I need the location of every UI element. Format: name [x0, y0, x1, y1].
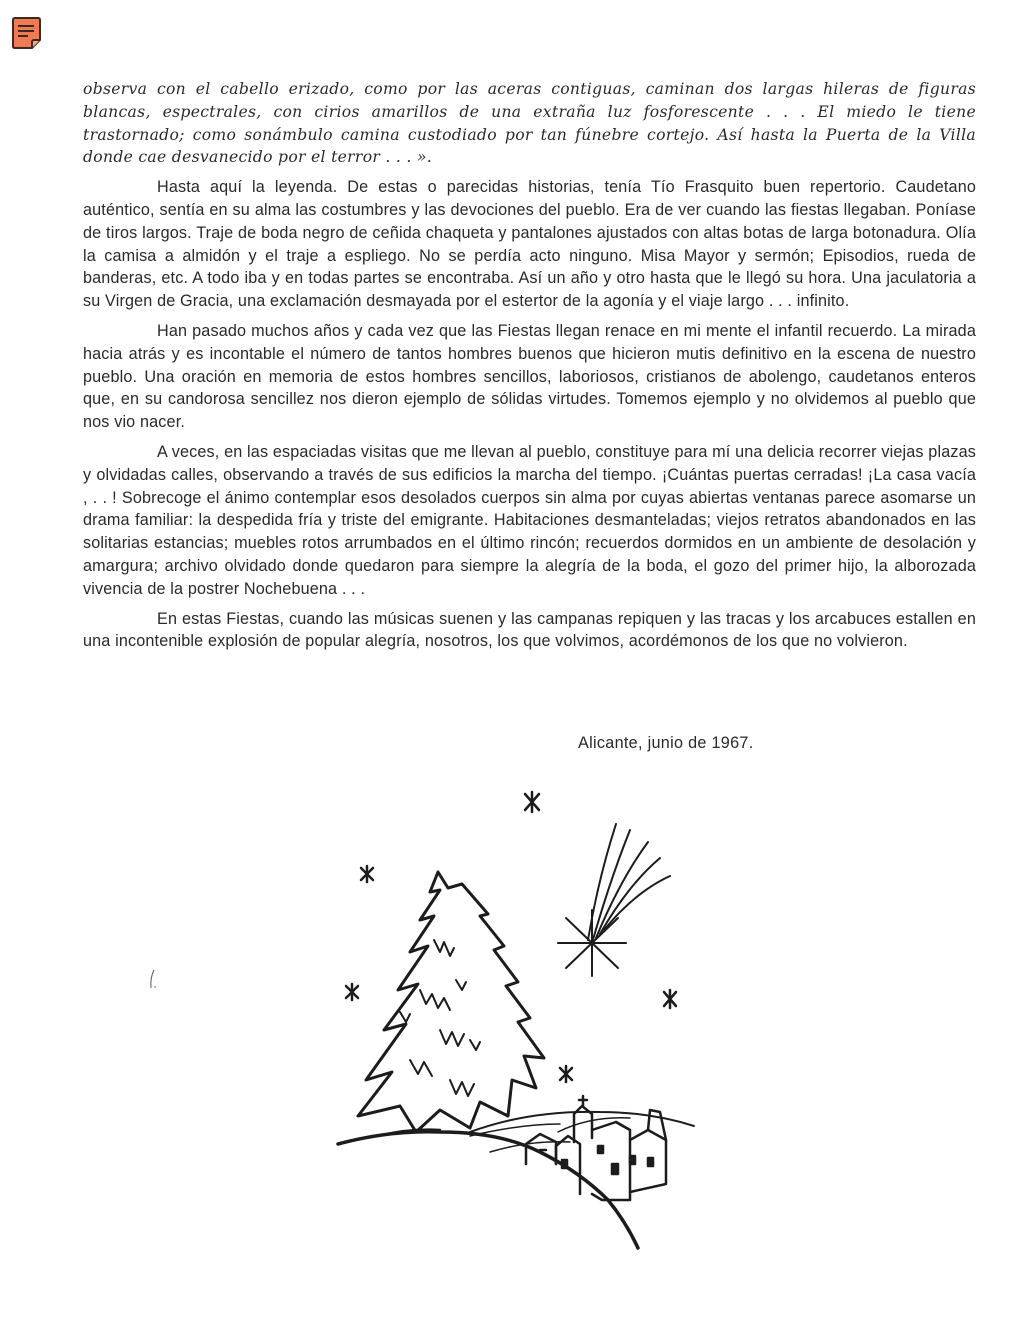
document-note-icon[interactable]	[12, 16, 42, 50]
article-body	[83, 78, 976, 660]
signature-line: Alicante, junio de 1967.	[578, 734, 754, 752]
shooting-star-icon	[558, 824, 670, 976]
body-paragraph: Han pasado muchos años y cada vez que las Fiestas llegan renace en mi mente el infantil recuerdo. La mirada hacia atrás y es incontable el número de tantos hombres buenos que hicieron mutis definitivo en la escena de nuestro pueblo. Una oración en memoria de estos hombres sencillos, laboriosos, cristianos de abolengo, caudetanos enteros que, en su candorosa sencillez nos dieron ejemplo de sólidas virtudes. Tomemos ejemplo y no olvidemos al pueblo que nos vio nacer.	[83, 321, 976, 432]
body-paragraph: Hasta aquí la leyenda. De estas o parecidas historias, tenía Tío Frasquito buen repertorio. Caudetano auténtico, sentía en su alma las costumbres y las devociones del pueblo. Era de ver cuando las fiestas llegaban. Poníase de tiros largos. Traje de boda negro de ceñida chaqueta y pantalones ajustados con altas botas de larga botonadura. Olía la camisa a almidón y el traje a espliego. No se perdía acto ninguno. Misa Mayor y sermón; Episodios, rueda de banderas, etc. A todo iba y en todas partes se encontraba. Así un año y otro hasta que le llegó su hora. Una jaculatoria a su Virgen de Gracia, una exclamación desmayada por el estertor de la agonía y el viaje largo . . . infinito.	[83, 178, 976, 311]
star-icon	[664, 990, 676, 1008]
snowy-hills	[338, 1112, 694, 1248]
star-icon	[361, 866, 373, 882]
star-icon	[560, 1066, 572, 1082]
body-paragraph: En estas Fiestas, cuando las músicas suenen y las campanas repiquen y las tracas y los arcabuces estallen en una incontenible explosión de popular alegría, nosotros, los que volvimos, acordémonos de los que no volvieron.	[83, 609, 976, 651]
body-paragraph: A veces, en las espaciadas visitas que me llevan al pueblo, constituye para mí una delicia recorrer viejas plazas y olvidadas calles, observando a través de sus edificios la marcha del tiempo. ¡Cuántas puertas cerradas! ¡La casa vacía , . . ! Sobrecoge el ánimo contemplar esos desolados cuerpos sin alma por cuyas abiertas ventanas parece asomarse un drama familiar: la despedida fría y triste del emigrante. Habitaciones desmanteladas; viejos retratos abandonados en las solitarias estancias; muebles rotos arrumbados en el último rincón; recuerdos dormidos en un ambiente de desolación y amargura; archivo olvidado donde quedaron para siempre la alegría de la boda, el gozo del primer hijo, la alborozada vivencia de la postrer Nochebuena . . .	[83, 442, 976, 598]
legend-closing-paragraph: observa con el cabello erizado, como por las aceras contiguas, caminan dos largas hileras de figuras blancas, espectrales, con cirios amarillos de una extraña luz fosforescente . . . El miedo le tiene trastornado; como sonámbulo camina custodiado por tan fúnebre cortejo. Así hasta la Puerta de la Villa donde cae desvanecido por el terror . . . ».	[83, 80, 976, 167]
christmas-tree-village-drawing	[330, 780, 710, 1300]
paper-mark	[146, 968, 160, 992]
christmas-tree-icon	[358, 872, 544, 1132]
star-icon	[525, 792, 539, 812]
star-icon	[346, 984, 358, 1000]
